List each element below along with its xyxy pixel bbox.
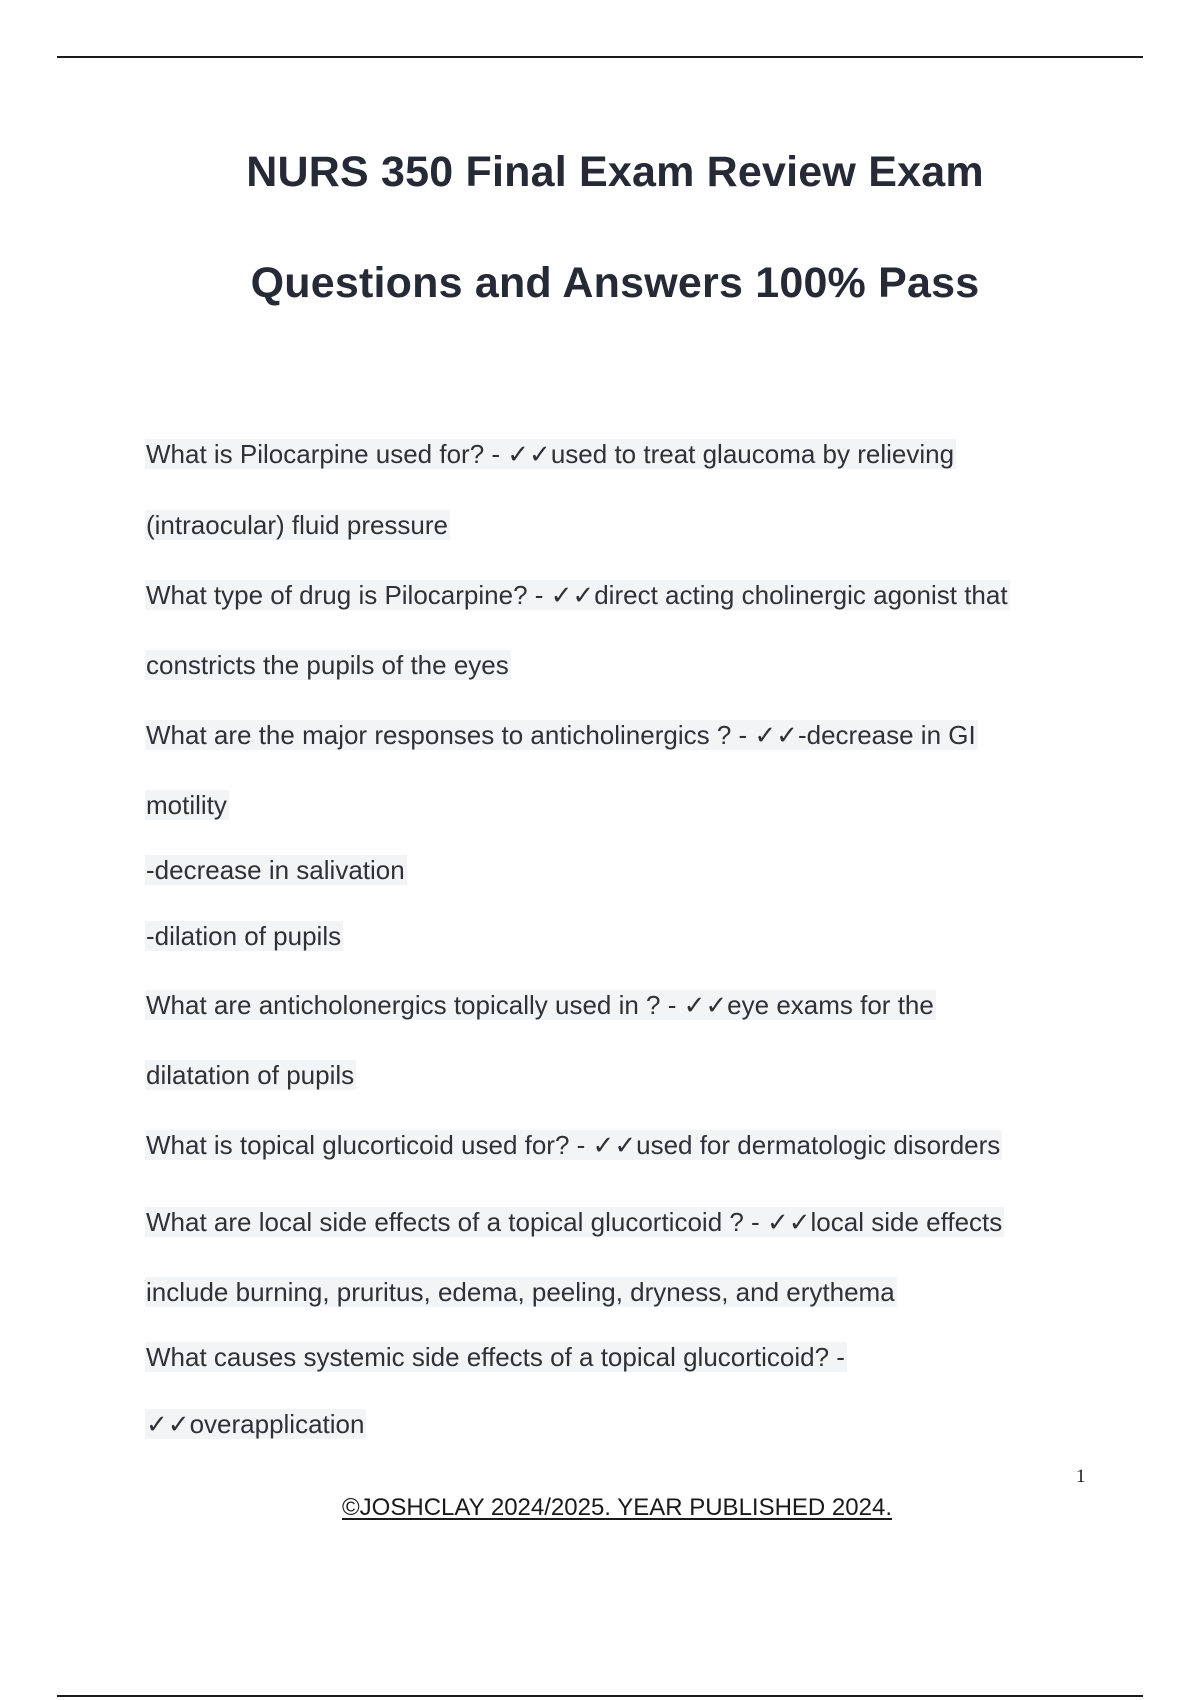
copyright-footer: ©JOSHCLAY 2024/2025. YEAR PUBLISHED 2024. bbox=[342, 1494, 892, 1521]
qa-line: dilatation of pupils bbox=[146, 1060, 355, 1090]
qa-line: What are anticholonergics topically used in ? - ✓✓eye exams for the bbox=[146, 990, 934, 1020]
qa-line: -decrease in salivation bbox=[146, 855, 405, 885]
qa-line: What type of drug is Pilocarpine? - ✓✓direct acting cholinergic agonist that bbox=[146, 580, 1008, 610]
qa-line: (intraocular) fluid pressure bbox=[146, 510, 449, 540]
document-title-line-1: NURS 350 Final Exam Review Exam bbox=[246, 148, 984, 196]
qa-line: motility bbox=[146, 790, 227, 820]
top-rule bbox=[57, 56, 1143, 58]
qa-line: include burning, pruritus, edema, peeling, dryness, and erythema bbox=[146, 1277, 895, 1307]
document-title-line-2: Questions and Answers 100% Pass bbox=[250, 259, 980, 307]
page-number: 1 bbox=[1076, 1466, 1086, 1487]
qa-line: -dilation of pupils bbox=[146, 921, 342, 951]
qa-line: ✓✓overapplication bbox=[146, 1409, 365, 1439]
qa-line: constricts the pupils of the eyes bbox=[146, 650, 509, 680]
qa-line: What are the major responses to anticholinergics ? - ✓✓-decrease in GI bbox=[146, 720, 976, 750]
bottom-rule bbox=[57, 1695, 1143, 1697]
qa-line: What are local side effects of a topical glucorticoid ? - ✓✓local side effects bbox=[146, 1207, 1003, 1237]
qa-line: What is Pilocarpine used for? - ✓✓used to treat glaucoma by relieving bbox=[146, 439, 955, 469]
qa-line: What is topical glucorticoid used for? - ✓✓used for dermatologic disorders bbox=[146, 1130, 1001, 1160]
qa-line: What causes systemic side effects of a topical glucorticoid? - bbox=[146, 1342, 845, 1372]
